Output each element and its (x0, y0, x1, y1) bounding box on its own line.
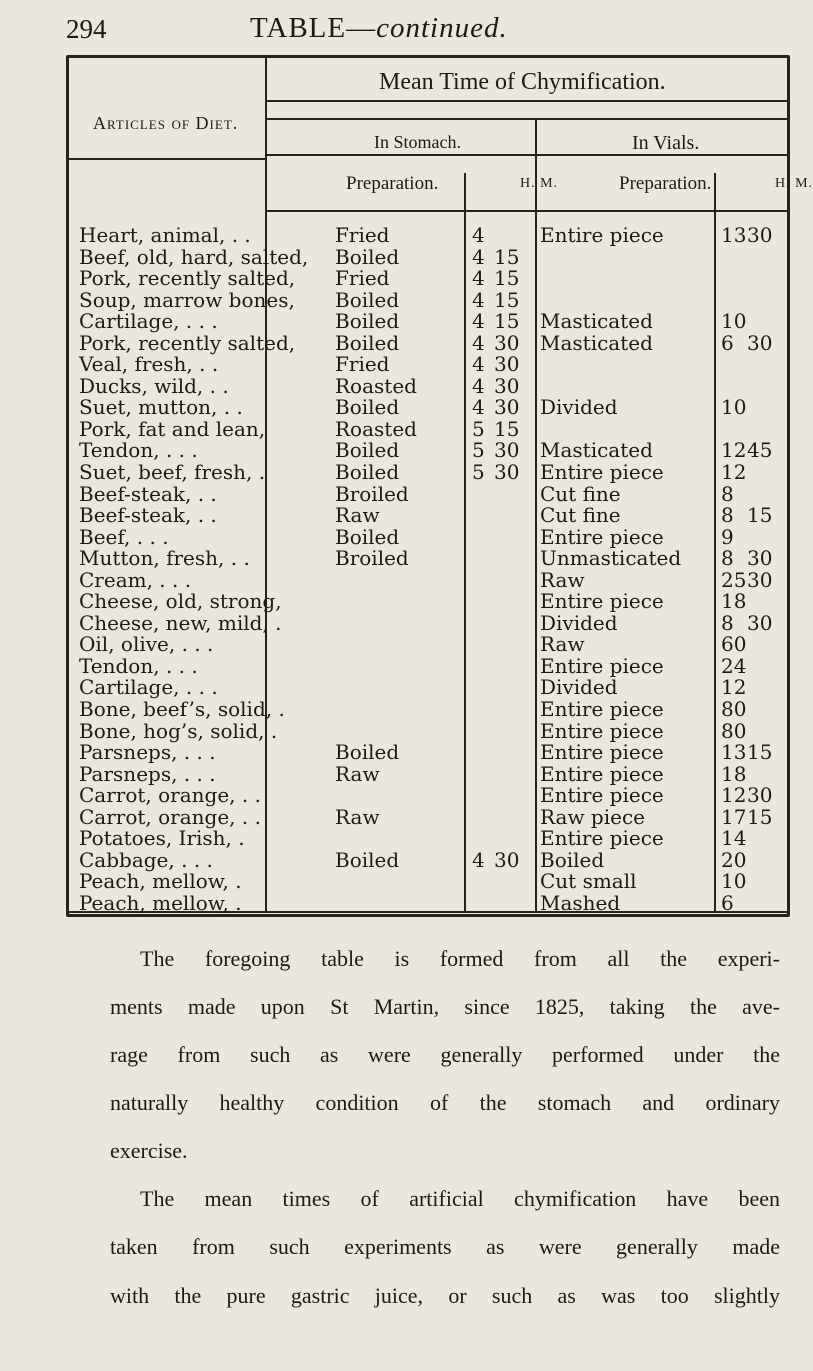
cell-vh: 18 (721, 589, 747, 614)
cell-vh: 14 (721, 826, 747, 851)
table-row (66, 225, 784, 247)
cell-vh: 80 (721, 718, 747, 743)
paragraph-2-line-2: taken from such experiments as were generally made (110, 1234, 780, 1259)
cell-article: Veal, fresh, . . (79, 352, 219, 377)
cell-vprep: Entire piece (540, 697, 664, 722)
cell-m: 30 (494, 460, 520, 485)
cell-vh: 13 (721, 223, 747, 247)
cell-m: 30 (494, 330, 520, 355)
cell-vprep: Divided (540, 675, 618, 700)
cell-vprep: Masticated (540, 309, 653, 334)
cell-article: Pork, recently salted, (79, 330, 296, 355)
cell-m: 30 (494, 352, 520, 377)
cell-m: 30 (494, 395, 520, 420)
cell-vprep: Entire piece (540, 718, 664, 743)
cell-vh: 12 (721, 438, 747, 463)
cell-article: Suet, beef, fresh, . (79, 460, 266, 485)
cell-article: Cartilage, . . . (79, 675, 218, 700)
cell-vh: 10 (721, 869, 747, 894)
table-row (66, 373, 784, 398)
table-row (66, 416, 784, 441)
cell-m: 15 (494, 309, 520, 334)
rule-under-stomach (265, 154, 787, 156)
cell-vprep: Entire piece (540, 826, 664, 851)
cell-vh: 8 (721, 481, 734, 506)
paragraph-1-line-3: rage from such as were generally performed under the (110, 1042, 780, 1067)
table-row (66, 440, 784, 462)
cell-prep: Raw (335, 761, 380, 786)
cell-prep: Boiled (335, 330, 400, 355)
table-row (66, 653, 784, 678)
preparation-header-stomach: Preparation. (346, 173, 439, 194)
table-row (66, 804, 784, 829)
cell-prep: Boiled (335, 524, 400, 549)
cell-h: 4 (472, 373, 485, 398)
cell-article: Cream, . . . (79, 567, 192, 592)
cell-vh: 10 (721, 395, 747, 420)
table-row (66, 847, 784, 872)
cell-article: Beef-steak, . . (79, 481, 217, 506)
cell-vh: 6 (721, 330, 734, 355)
table-row (66, 505, 784, 527)
cell-vprep: Raw piece (540, 804, 645, 829)
table-row (66, 268, 784, 290)
cell-h: 5 (472, 416, 485, 441)
cell-prep: Boiled (335, 847, 400, 872)
table-row (66, 548, 784, 570)
cell-vh: 12 (721, 675, 747, 700)
cell-h: 4 (472, 223, 485, 247)
table-row (66, 742, 784, 764)
cell-h: 5 (472, 460, 485, 485)
cell-article: Cartilage, . . . (79, 309, 218, 334)
cell-prep: Boiled (335, 309, 400, 334)
cell-vm: 30 (747, 567, 773, 592)
cell-article: Cabbage, . . . (79, 847, 213, 872)
cell-prep: Boiled (335, 287, 400, 312)
cell-vm: 15 (747, 804, 773, 829)
paragraph-1-line-5: exercise. (110, 1138, 188, 1163)
cell-m: 15 (494, 287, 520, 312)
cell-article: Bone, beef’s, solid, . (79, 697, 285, 722)
cell-vh: 10 (721, 309, 747, 334)
running-head-continued: continued. (376, 12, 508, 44)
rule-under-title (265, 100, 787, 102)
cell-vprep: Raw (540, 567, 585, 592)
cell-prep: Raw (335, 503, 380, 528)
cell-article: Parsneps, . . . (79, 761, 216, 786)
rule-under-prep (265, 210, 787, 212)
cell-article: Oil, olive, . . . (79, 632, 214, 657)
table-row (66, 462, 784, 484)
cell-m: 15 (494, 244, 520, 269)
table-row (66, 699, 784, 721)
table-row (66, 481, 784, 506)
table-title: Mean Time of Chymification. (379, 69, 666, 95)
cell-vh: 17 (721, 804, 747, 829)
cell-m: 15 (494, 416, 520, 441)
cell-article: Carrot, orange, . . (79, 804, 261, 829)
cell-vprep: Cut small (540, 869, 637, 894)
table-row (66, 718, 784, 743)
cell-vm: 15 (747, 503, 773, 528)
cell-vprep: Mashed (540, 890, 621, 915)
cell-prep: Fried (335, 266, 390, 291)
cell-m: 30 (494, 847, 520, 872)
cell-vm: 15 (747, 740, 773, 765)
hm-header-stomach: H. M. (520, 176, 559, 191)
cell-vprep: Unmasticated (540, 546, 682, 571)
cell-vh: 60 (721, 632, 747, 657)
cell-prep: Broiled (335, 546, 409, 571)
cell-article: Peach, mellow, . (79, 869, 242, 894)
paragraph-1-line-2: ments made upon St Martin, since 1825, taking the ave- (110, 994, 780, 1019)
cell-vh: 8 (721, 503, 734, 528)
cell-prep: Fried (335, 223, 390, 247)
cell-vprep: Divided (540, 610, 618, 635)
rule-under-articles (69, 158, 265, 160)
table-row (66, 244, 784, 269)
cell-vprep: Cut fine (540, 503, 621, 528)
cell-prep: Fried (335, 352, 390, 377)
cell-h: 4 (472, 309, 485, 334)
cell-article: Peach, mellow, . (79, 890, 242, 915)
cell-article: Potatoes, Irish, . (79, 826, 245, 851)
cell-vh: 20 (721, 847, 747, 872)
running-head: TABLE—continued. (250, 12, 508, 44)
cell-article: Bone, hog’s, solid, . (79, 718, 278, 743)
cell-vprep: Boiled (540, 847, 605, 872)
cell-vh: 80 (721, 697, 747, 722)
cell-vprep: Entire piece (540, 653, 664, 678)
table-row (66, 785, 784, 807)
cell-article: Tendon, . . . (79, 438, 198, 463)
table-row (66, 330, 784, 355)
cell-prep: Boiled (335, 438, 400, 463)
stomach-header: In Stomach. (374, 132, 461, 152)
cell-article: Ducks, wild, . . (79, 373, 229, 398)
table-row (66, 524, 784, 549)
paragraph-2-line-1: The mean times of artificial chymification have been (140, 1186, 780, 1211)
table-row (66, 890, 784, 915)
paragraph-1-line-4: naturally healthy condition of the stomach and ordinary (110, 1090, 780, 1115)
cell-vprep: Cut fine (540, 481, 621, 506)
cell-article: Cheese, new, mild, . (79, 610, 282, 635)
cell-article: Pork, recently salted, (79, 266, 296, 291)
cell-vh: 24 (721, 653, 747, 678)
cell-article: Beef-steak, . . (79, 503, 217, 528)
cell-prep: Boiled (335, 395, 400, 420)
articles-header: Articles of Diet. (93, 113, 239, 133)
cell-article: Heart, animal, . . (79, 223, 251, 247)
table-row (66, 610, 784, 635)
table-row (66, 677, 784, 699)
cell-article: Beef, . . . (79, 524, 169, 549)
cell-vh: 12 (721, 783, 747, 808)
cell-vh: 13 (721, 740, 747, 765)
running-head-main: TABLE (250, 12, 347, 44)
cell-prep: Boiled (335, 740, 400, 765)
cell-vh: 18 (721, 761, 747, 786)
cell-article: Mutton, fresh, . . (79, 546, 250, 571)
cell-h: 5 (472, 438, 485, 463)
cell-m: 30 (494, 373, 520, 398)
table-row (66, 354, 784, 376)
cell-prep: Broiled (335, 481, 409, 506)
cell-vh: 8 (721, 610, 734, 635)
cell-prep: Roasted (335, 373, 417, 398)
cell-article: Beef, old, hard, salted, (79, 244, 309, 269)
cell-m: 15 (494, 266, 520, 291)
cell-h: 4 (472, 287, 485, 312)
cell-vprep: Entire piece (540, 223, 664, 247)
cell-vh: 9 (721, 524, 734, 549)
cell-prep: Boiled (335, 460, 400, 485)
cell-m: 30 (494, 438, 520, 463)
table-row (66, 828, 784, 850)
cell-h: 4 (472, 395, 485, 420)
page-number: 294 (66, 14, 107, 44)
cell-vh: 25 (721, 567, 747, 592)
cell-article: Pork, fat and lean, (79, 416, 266, 441)
table-row (66, 634, 784, 656)
cell-vprep: Entire piece (540, 524, 664, 549)
vials-header: In Vials. (632, 132, 700, 154)
rule-title-double (265, 118, 787, 120)
cell-article: Tendon, . . . (79, 653, 198, 678)
table-row (66, 397, 784, 419)
cell-h: 4 (472, 352, 485, 377)
preparation-header-vials: Preparation. (619, 173, 712, 194)
cell-vprep: Entire piece (540, 783, 664, 808)
table-row (66, 591, 784, 613)
table-row (66, 311, 784, 333)
cell-vm: 45 (747, 438, 773, 463)
cell-vm: 30 (747, 783, 773, 808)
paragraph-2-line-3: with the pure gastric juice, or such as was too slightly (110, 1283, 780, 1308)
cell-vh: 12 (721, 460, 747, 485)
cell-vprep: Divided (540, 395, 618, 420)
cell-article: Parsneps, . . . (79, 740, 216, 765)
cell-vm: 30 (747, 330, 773, 355)
paragraph-1-line-1: The foregoing table is formed from all the experi- (140, 946, 780, 971)
cell-vm: 30 (747, 546, 773, 571)
cell-vprep: Masticated (540, 438, 653, 463)
cell-vprep: Entire piece (540, 761, 664, 786)
cell-vprep: Raw (540, 632, 585, 657)
cell-vprep: Masticated (540, 330, 653, 355)
table-row (66, 287, 784, 312)
cell-h: 4 (472, 266, 485, 291)
table-row (66, 567, 784, 592)
cell-h: 4 (472, 330, 485, 355)
cell-prep: Roasted (335, 416, 417, 441)
cell-prep: Raw (335, 804, 380, 829)
cell-article: Carrot, orange, . . (79, 783, 261, 808)
cell-vh: 6 (721, 890, 734, 915)
cell-article: Suet, mutton, . . (79, 395, 243, 420)
table-body (66, 225, 784, 915)
cell-vm: 30 (747, 223, 773, 247)
cell-vprep: Entire piece (540, 589, 664, 614)
cell-vh: 8 (721, 546, 734, 571)
table-row (66, 871, 784, 893)
cell-vprep: Entire piece (540, 740, 664, 765)
cell-article: Cheese, old, strong, (79, 589, 282, 614)
cell-h: 4 (472, 847, 485, 872)
hm-header-vials: H. M. (775, 176, 813, 191)
cell-vprep: Entire piece (540, 460, 664, 485)
cell-prep: Boiled (335, 244, 400, 269)
table-row (66, 761, 784, 786)
cell-h: 4 (472, 244, 485, 269)
cell-vm: 30 (747, 610, 773, 635)
cell-article: Soup, marrow bones, (79, 287, 295, 312)
